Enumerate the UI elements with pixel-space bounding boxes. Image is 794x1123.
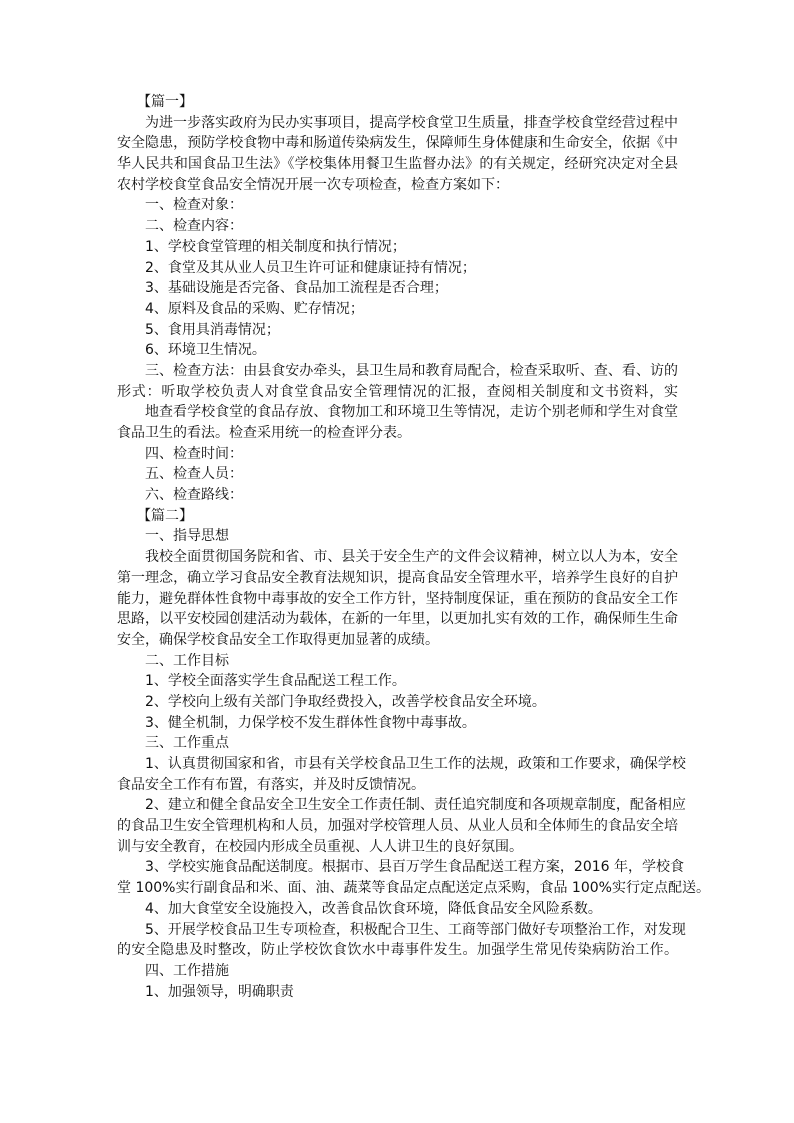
paragraph-line: 六、检查路线： xyxy=(145,487,243,504)
paragraph-line: 堂 100%实行副食品和米、面、油、蔬菜等食品定点配送定点采购，食品 100%实行定点配送。 xyxy=(117,880,710,897)
paragraph-line: 4、原料及食品的采购、贮存情况； xyxy=(145,300,364,317)
paragraph-line: 一、检查对象： xyxy=(145,197,243,214)
paragraph-line: 3、学校实施食品配送制度。根据市、县百万学生食品配送工程方案，2016 年，学校食 xyxy=(145,859,684,876)
paragraph-line: 一、指导思想 xyxy=(145,528,229,545)
paragraph-line: 安全隐患，预防学校食物中毒和肠道传染病发生，保障师生身体健康和生命安全，依据《中 xyxy=(117,135,678,152)
paragraph-line: 华人民共和国食品卫生法》《学校集体用餐卫生监督办法》的有关规定，经研究决定对全县 xyxy=(117,156,678,173)
paragraph-line: 2、食堂及其从业人员卫生许可证和健康证持有情况； xyxy=(145,259,476,276)
paragraph-line: 四、检查时间： xyxy=(145,445,243,462)
document-body xyxy=(0,92,794,1002)
section-heading: 【篇一】 xyxy=(137,94,193,110)
paragraph-line: 地查看学校食堂的食品存放、食物加工和环境卫生等情况，走访个别老师和学生对食堂 xyxy=(145,404,678,421)
paragraph-line: 的安全隐患及时整改，防止学校饮食饮水中毒事件发生。加强学生常见传染病防治工作。 xyxy=(117,942,678,959)
paragraph-line: 五、检查人员： xyxy=(145,466,243,483)
paragraph-line: 为进一步落实政府为民办实事项目，提高学校食堂卫生质量，排查学校食堂经营过程中 xyxy=(145,114,678,131)
paragraph-line: 二、检查内容： xyxy=(145,218,243,235)
paragraph-line: 1、加强领导，明确职责 xyxy=(145,983,294,1000)
paragraph-line: 第一理念，确立学习食品安全教育法规知识，提高食品安全管理水平，培养学生良好的自护 xyxy=(117,569,678,586)
paragraph-line: 的食品卫生安全管理机构和人员，加强对学校管理人员、从业人员和全体师生的食品安全培 xyxy=(117,818,678,835)
paragraph-line: 食品卫生的看法。检查采用统一的检查评分表。 xyxy=(117,425,411,441)
paragraph-line: 农村学校食堂食品安全情况开展一次专项检查，检查方案如下： xyxy=(117,176,509,193)
paragraph-line: 1、学校全面落实学生食品配送工程工作。 xyxy=(145,673,406,690)
paragraph-line: 5、开展学校食品卫生专项检查，积极配合卫生、工商等部门做好专项整治工作，对发现 xyxy=(145,921,686,938)
paragraph-line: 我校全面贯彻国务院和省、市、县关于安全生产的文件会议精神，树立以人为本，安全 xyxy=(145,549,678,566)
paragraph-line: 二、工作目标 xyxy=(145,652,229,669)
paragraph-line: 3、健全机制，力保学校不发生群体性食物中毒事故。 xyxy=(145,714,476,731)
paragraph-line: 四、工作措施 xyxy=(145,962,229,979)
paragraph-line: 4、加大食堂安全设施投入，改善食品饮食环境，降低食品安全风险系数。 xyxy=(145,900,602,917)
paragraph-line: 训与安全教育，在校园内形成全员重视、人人讲卫生的良好氛围。 xyxy=(117,838,523,855)
paragraph-line: 三、检查方法：由县食安办牵头，县卫生局和教育局配合，检查采取听、查、看、访的 xyxy=(145,362,678,379)
paragraph-line: 思路，以平安校园创建活动为载体，在新的一年里，以更加扎实有效的工作，确保师生生命 xyxy=(117,611,678,628)
paragraph-line: 2、学校向上级有关部门争取经费投入，改善学校食品安全环境。 xyxy=(145,693,546,710)
paragraph-line: 2、建立和健全食品安全卫生安全工作责任制、责任追究制度和各项规章制度，配备相应 xyxy=(145,797,686,814)
paragraph-line: 食品安全工作有布置，有落实，并及时反馈情况。 xyxy=(117,776,425,793)
paragraph-line: 5、食用具消毒情况； xyxy=(145,321,280,338)
paragraph-line: 形式：听取学校负责人对食堂食品安全管理情况的汇报，查阅相关制度和文书资料，实 xyxy=(117,383,678,400)
paragraph-line: 安全，确保学校食品安全工作取得更加显著的成绩。 xyxy=(117,631,439,648)
paragraph-line: 3、基础设施是否完备、食品加工流程是否合理； xyxy=(145,280,448,297)
paragraph-line: 能力，避免群体性食物中毒事故的安全工作方针，坚持制度保证，重在预防的食品安全工作 xyxy=(117,590,678,607)
section-heading: 【篇二】 xyxy=(137,507,193,524)
paragraph-line: 三、工作重点 xyxy=(145,735,229,752)
paragraph-line: 1、认真贯彻国家和省，市县有关学校食品卫生工作的法规，政策和工作要求，确保学校 xyxy=(145,756,686,772)
paragraph-line: 1、学校食堂管理的相关制度和执行情况； xyxy=(145,238,406,255)
paragraph-line: 6、环境卫生情况。 xyxy=(145,342,266,359)
